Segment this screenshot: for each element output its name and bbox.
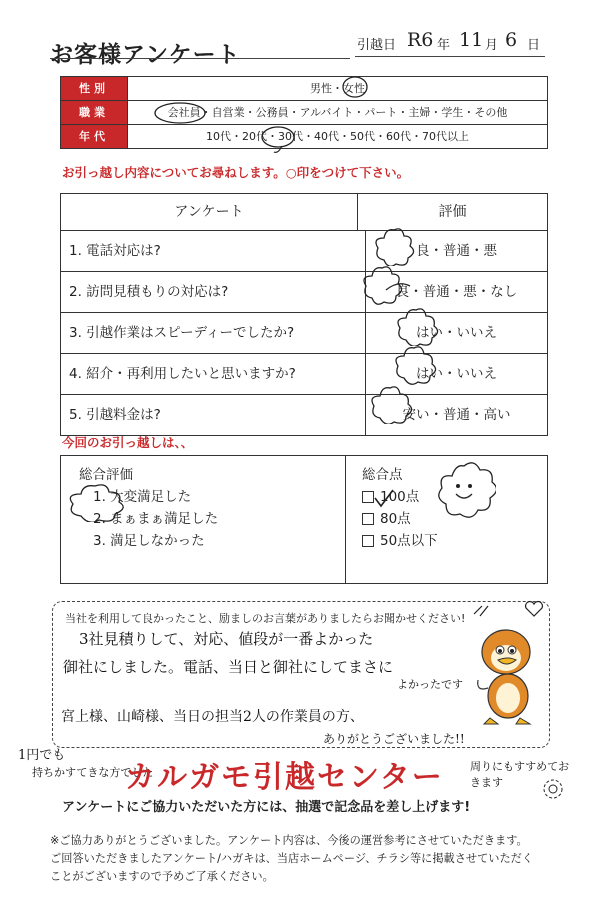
side-note-3: 周りにもすすめておきます: [470, 760, 570, 789]
move-date: [355, 29, 545, 57]
overall-option-3[interactable]: 3. 満足しなかった: [93, 533, 205, 549]
date-day: 6: [505, 29, 518, 51]
score-option-50[interactable]: [362, 530, 547, 552]
question-estimate: 2. 訪問見積もりの対応は?: [61, 272, 366, 312]
flower-circle-icon: [366, 384, 414, 424]
side-note-1: 1円でも: [18, 748, 66, 763]
date-prefix: 引越日: [357, 38, 397, 53]
flower-circle-icon: [392, 306, 440, 346]
flower-circle-icon: [372, 226, 416, 266]
flower-circle-icon: [390, 344, 438, 386]
question-phone: 1. 電話対応は?: [61, 231, 366, 271]
occupation-row: [61, 101, 547, 125]
flower-doodle-icon: [538, 778, 568, 800]
checkbox-icon[interactable]: [362, 535, 374, 547]
side-note-2: 持ちかすてきな方でした: [32, 766, 154, 779]
question-price: 5. 引越料金は?: [61, 395, 366, 435]
rating-speed: はい・いいえ: [416, 325, 497, 341]
circle-30s-mark: [258, 124, 298, 154]
age-options: 10代・20代・30代・40代・50代・60代・70代以上: [206, 130, 469, 143]
age-row: [61, 125, 547, 148]
comment-line-3: 宮上様、山崎様、当日の担当2人の作業員の方、: [61, 709, 364, 725]
gender-row: [61, 77, 547, 101]
this-move-heading: 今回のお引っ越しは、、: [62, 435, 194, 450]
footer-line-1: ※ご協力ありがとうございました。アンケート内容は、今後の運営参考にさせていただきます。: [50, 834, 528, 847]
overall-option-1[interactable]: 1. 大変満足した: [93, 489, 192, 505]
date-year-label: 年: [437, 38, 451, 53]
question-speed: 3. 引越作業はスピーディーでしたか?: [61, 313, 366, 353]
title-underline: [50, 58, 350, 59]
occupation-label: 職業: [61, 101, 128, 124]
rating-referral: はい・いいえ: [416, 366, 497, 382]
survey-instruction: お引っ越し内容についてお尋ねします。○印をつけて下さい。: [62, 165, 410, 180]
footer-line-2: ご回答いただきましたアンケート/ハガキは、当店ホームページ、チラシ等に掲載させていただく: [50, 852, 534, 865]
comment-line-1: 3社見積りして、対応、値段が一番よかった: [79, 630, 374, 648]
rating-price: 安い・普通・高い: [402, 407, 511, 423]
score-label-100: 100点: [380, 489, 420, 505]
gender-label: 性別: [61, 77, 128, 100]
circle-employee-mark: [152, 100, 208, 126]
footer-note: [50, 832, 550, 886]
table-row: [61, 395, 547, 435]
gender-options: 男性・女性: [310, 82, 365, 95]
checkmark-icon: [372, 488, 396, 510]
company-brand: カルガモ引越センター: [125, 760, 444, 795]
flower-doodle-icon: [432, 460, 496, 520]
rating-column-header: 評価: [438, 204, 467, 220]
page-title: お客様アンケート: [50, 42, 241, 68]
demographics-table: [60, 76, 548, 149]
comment-prompt: 当社を利用して良かったこと、励ましのお言葉がありましたらお聞かせください!: [65, 612, 466, 625]
comment-line-2b: よかったです: [397, 678, 463, 691]
question-column-header: アンケート: [61, 194, 358, 230]
occupation-options: 会社員・自営業・公務員・アルバイト・パート・主婦・学生・その他: [167, 106, 508, 119]
date-day-label: 日: [527, 38, 541, 53]
date-month: 11: [459, 29, 484, 51]
campaign-notice: アンケートにご協力いただいた方には、抽選で記念品を差し上げます!: [62, 800, 471, 815]
heart-icon: [520, 598, 548, 620]
rating-estimate: 良・普通・悪・なし: [395, 284, 518, 300]
date-month-label: 月: [485, 38, 499, 53]
table-row: [61, 354, 547, 395]
score-label-50: 50点以下: [380, 533, 438, 549]
table-row: [61, 272, 547, 313]
dash-mark: [380, 276, 428, 296]
comment-line-2: 御社にしました。電話、当日と御社にしてまさに: [63, 658, 394, 676]
sparkle-icon: [470, 600, 494, 620]
checkbox-icon[interactable]: [362, 513, 374, 525]
score-label-80: 80点: [380, 511, 411, 527]
rating-phone: 良・普通・悪: [416, 243, 497, 259]
circle-female-mark: [340, 73, 370, 101]
overall-heading: 総合評価: [79, 467, 133, 483]
comment-line-4: ありがとうございました!!: [323, 732, 465, 746]
date-era: R6: [407, 29, 434, 51]
table-row: [61, 313, 547, 354]
table-row: [61, 231, 547, 272]
flower-circle-icon: [62, 482, 128, 522]
question-referral: 4. 紹介・再利用したいと思いますか?: [61, 354, 366, 394]
duck-mascot-icon: [470, 618, 542, 728]
overall-option-2[interactable]: 2. まぁまぁ満足した: [93, 511, 219, 527]
survey-table: [60, 193, 548, 436]
survey-header-row: [61, 194, 547, 231]
age-label: 年代: [61, 125, 128, 148]
footer-line-3: ことがございますので予めご了承ください。: [50, 870, 274, 883]
score-heading: 総合点: [362, 467, 403, 483]
